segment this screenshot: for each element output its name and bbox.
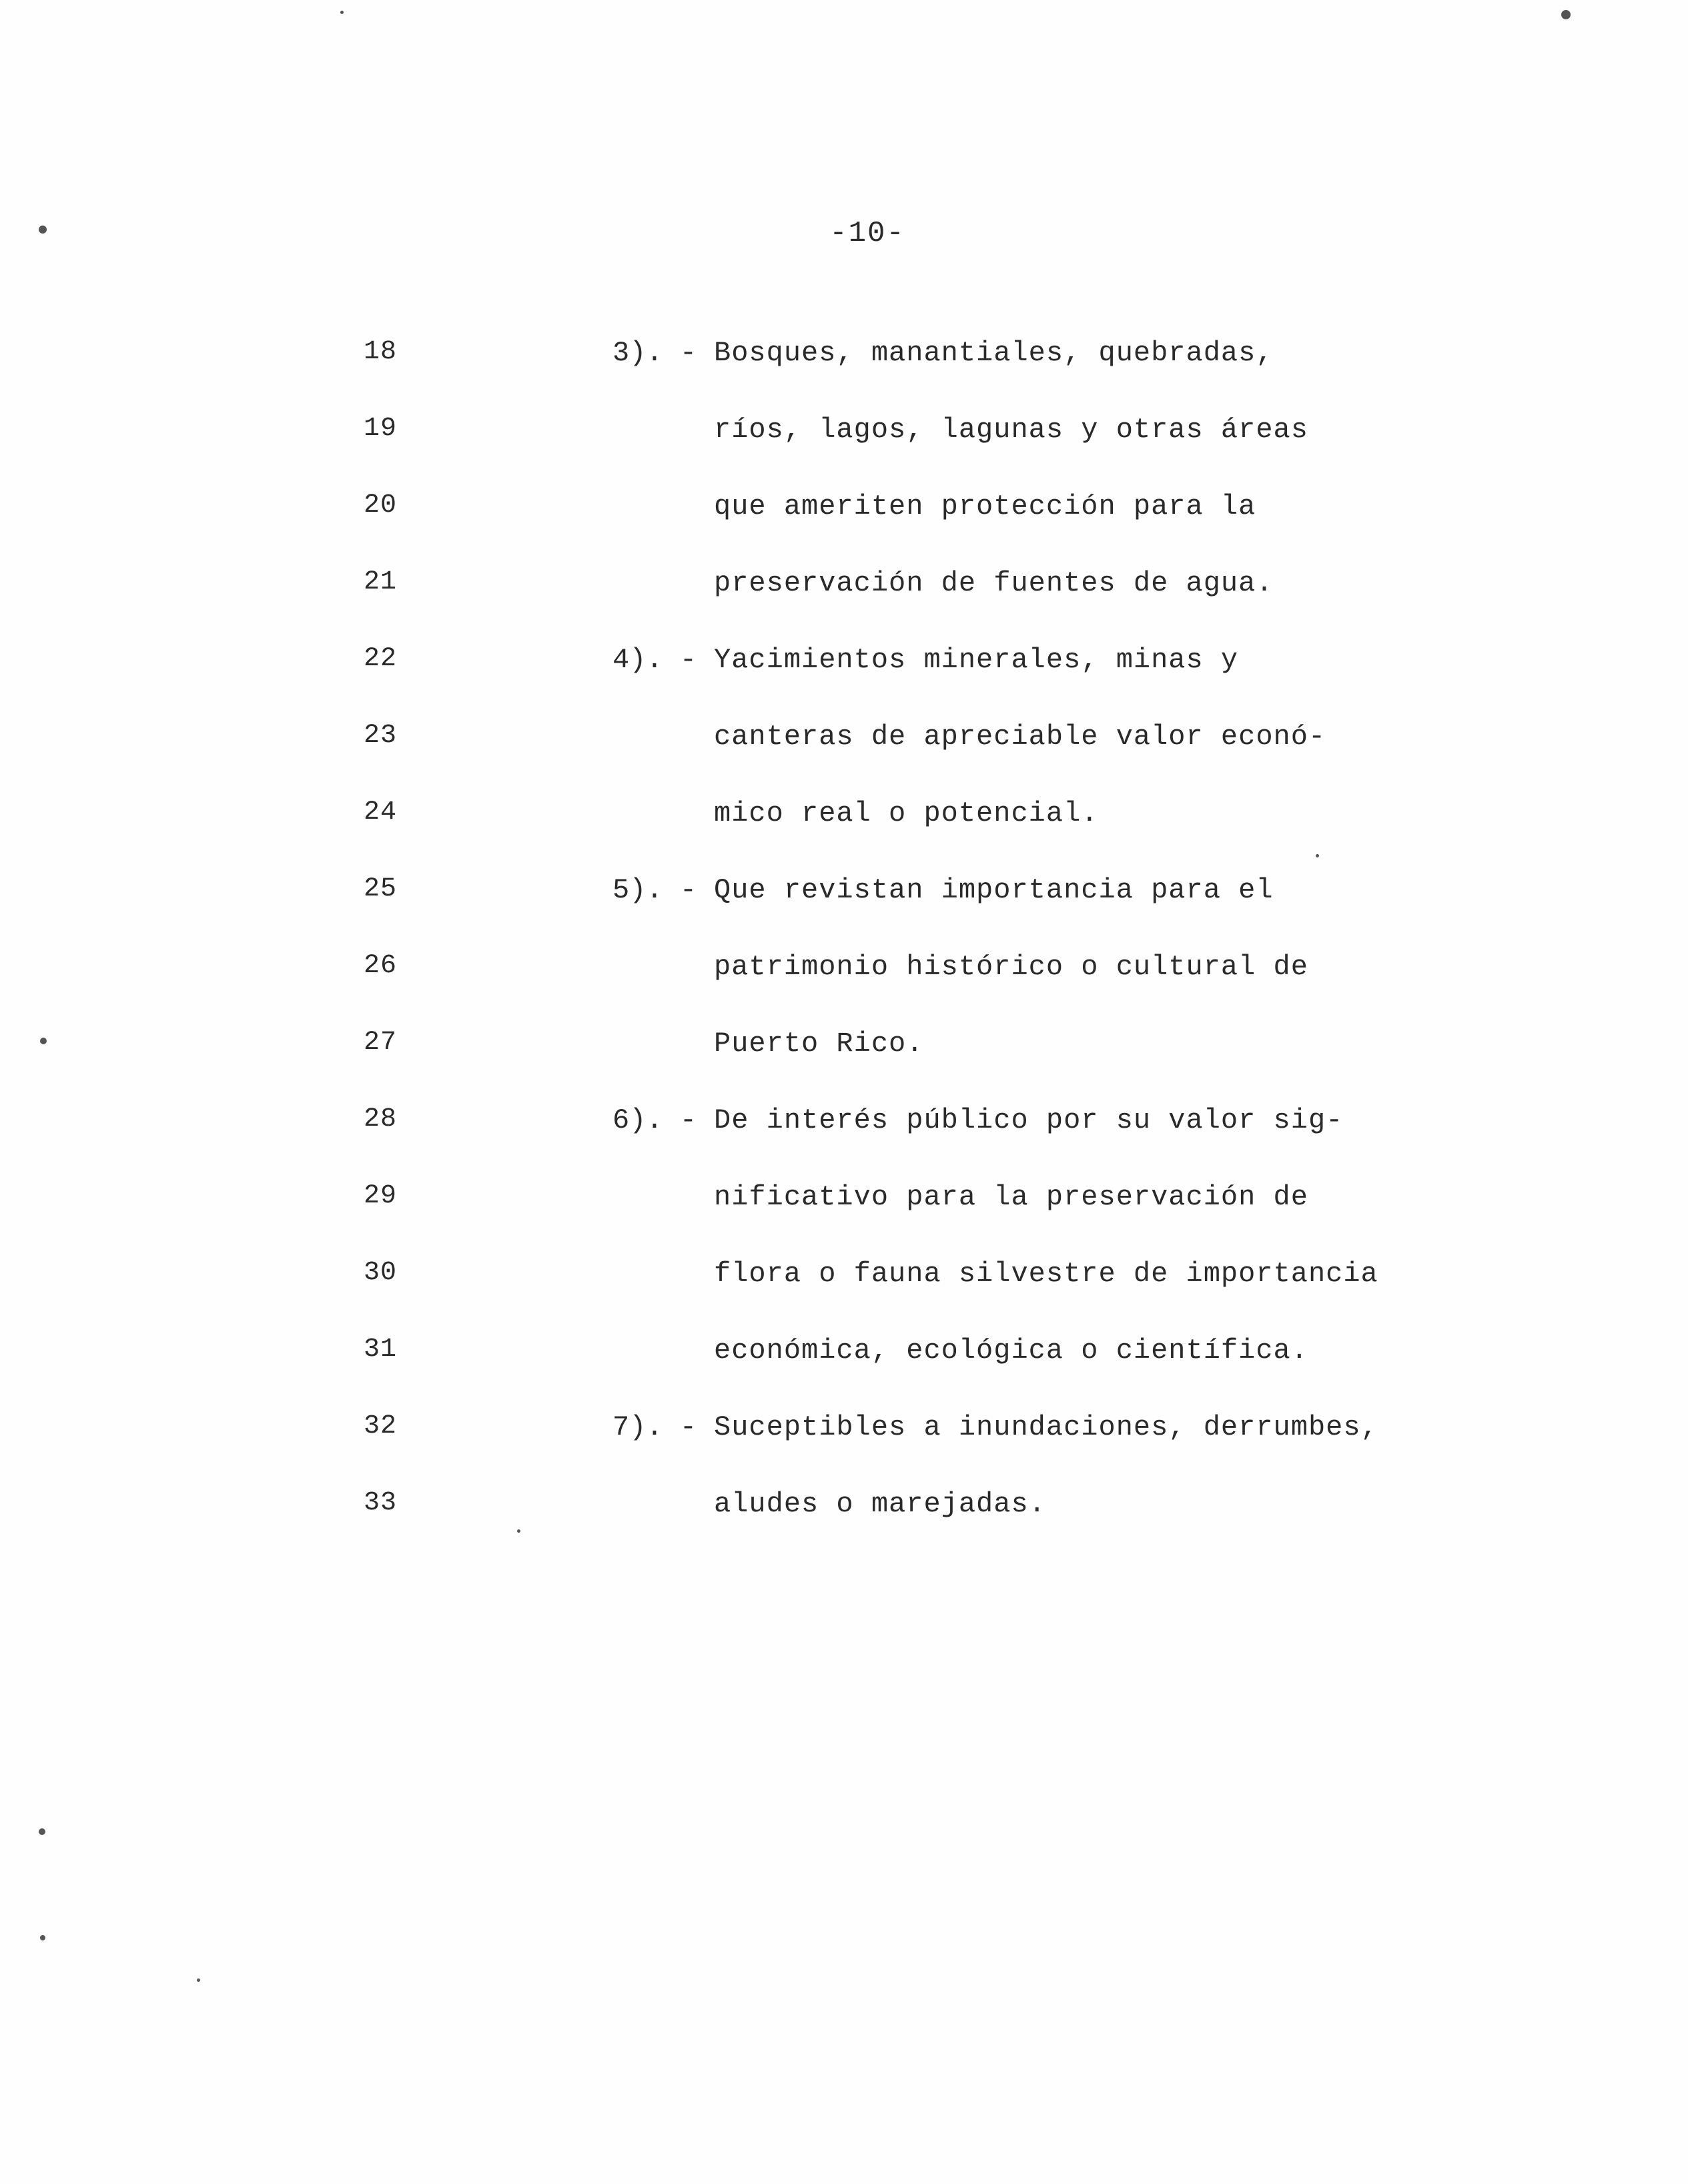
- page-number: -10-: [829, 217, 905, 250]
- scan-speck: [1561, 10, 1571, 19]
- item-text-line: Que revistan importancia para el: [714, 874, 1274, 906]
- scan-speck: [197, 1978, 200, 1982]
- line-number: 30: [364, 1258, 398, 1288]
- item-text-line: preservación de fuentes de agua.: [714, 567, 1274, 599]
- item-text-line: flora o fauna silvestre de importancia: [714, 1258, 1378, 1290]
- scan-speck: [40, 1935, 45, 1940]
- scan-speck: [40, 1038, 47, 1044]
- line-number: 24: [364, 797, 398, 827]
- item-text-line: Yacimientos minerales, minas y: [714, 644, 1239, 676]
- line-number: 26: [364, 951, 398, 981]
- line-number: 20: [364, 490, 398, 520]
- line-number: 29: [364, 1181, 398, 1211]
- line-number: 32: [364, 1411, 398, 1441]
- item-text-line: De interés público por su valor sig-: [714, 1104, 1344, 1136]
- line-number: 21: [364, 567, 398, 597]
- item-marker: 5). -: [612, 874, 697, 906]
- item-text-line: Puerto Rico.: [714, 1028, 924, 1060]
- line-number: 27: [364, 1028, 398, 1058]
- item-text-line: nificativo para la preservación de: [714, 1181, 1308, 1213]
- item-marker: 6). -: [612, 1104, 697, 1136]
- item-marker: 4). -: [612, 644, 697, 676]
- line-number: 23: [364, 721, 398, 751]
- line-number: 22: [364, 644, 398, 674]
- scan-speck: [340, 11, 344, 14]
- line-number: 33: [364, 1488, 398, 1518]
- item-marker: 7). -: [612, 1411, 697, 1443]
- line-number: 31: [364, 1335, 398, 1365]
- line-number: 18: [364, 337, 398, 367]
- line-number: 19: [364, 414, 398, 444]
- scan-speck: [1316, 854, 1319, 857]
- line-number: 25: [364, 874, 398, 904]
- item-text-line: aludes o marejadas.: [714, 1488, 1046, 1520]
- item-text-line: patrimonio histórico o cultural de: [714, 951, 1308, 983]
- scan-speck: [39, 1828, 45, 1835]
- scan-speck: [39, 226, 47, 234]
- item-text-line: canteras de apreciable valor econó-: [714, 721, 1326, 753]
- item-text-line: que ameriten protección para la: [714, 490, 1256, 522]
- line-number: 28: [364, 1104, 398, 1134]
- item-text-line: Bosques, manantiales, quebradas,: [714, 337, 1274, 369]
- item-text-line: económica, ecológica o científica.: [714, 1335, 1308, 1367]
- scan-speck: [517, 1529, 520, 1533]
- item-text-line: mico real o potencial.: [714, 797, 1099, 829]
- item-text-line: Suceptibles a inundaciones, derrumbes,: [714, 1411, 1378, 1443]
- item-text-line: ríos, lagos, lagunas y otras áreas: [714, 414, 1308, 446]
- item-marker: 3). -: [612, 337, 697, 369]
